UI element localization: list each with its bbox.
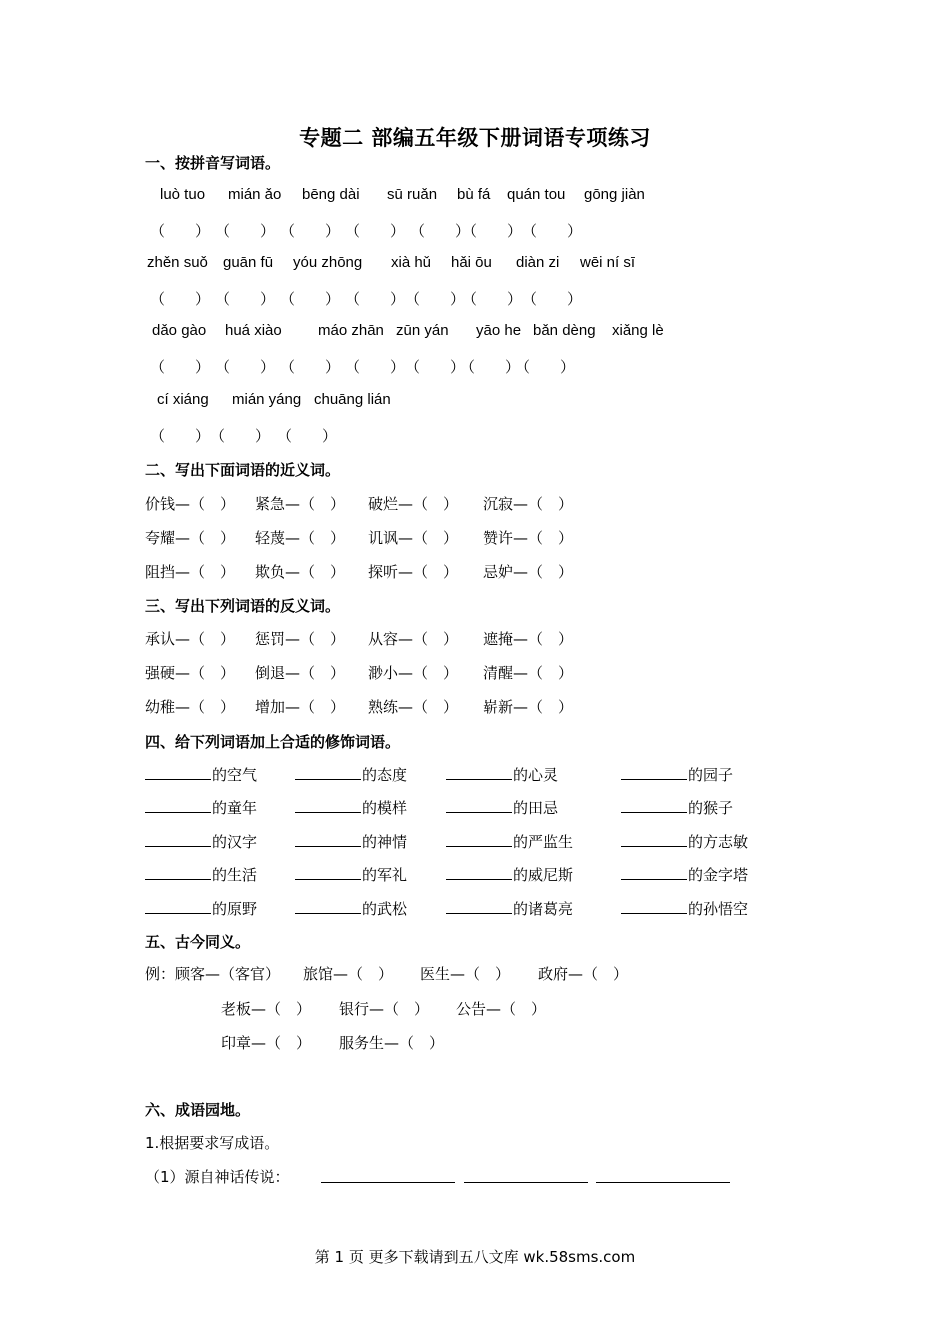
pinyin-item: wēi ní sī [580, 254, 636, 271]
answer-blank[interactable]: （ ） [150, 358, 211, 376]
modifier-item: 的方志敏 [621, 831, 748, 852]
pinyin-item: cí xiáng [157, 391, 209, 408]
answer-blank[interactable]: （ ） [280, 290, 341, 308]
idiom-answer-line[interactable] [596, 1181, 730, 1183]
fill-blank[interactable] [295, 765, 361, 780]
idiom-answer-line[interactable] [321, 1181, 455, 1183]
antonym-item[interactable]: 熟练—（ ） [368, 698, 459, 716]
ancient-modern-item[interactable]: 医生—（ ） [420, 965, 511, 983]
antonym-item[interactable]: 渺小—（ ） [368, 664, 459, 682]
antonym-item[interactable]: 幼稚—（ ） [145, 698, 236, 716]
fill-blank[interactable] [446, 798, 512, 813]
ancient-modern-item[interactable]: 服务生—（ ） [339, 1034, 445, 1052]
section-4-heading: 四、给下列词语加上合适的修饰词语。 [145, 733, 401, 751]
answer-blank[interactable]: （ ） [410, 222, 471, 240]
modifier-item: 的心灵 [446, 764, 558, 785]
modifier-item: 的武松 [295, 898, 407, 919]
antonym-item[interactable]: 清醒—（ ） [483, 664, 574, 682]
synonym-item[interactable]: 紧急—（ ） [255, 495, 346, 513]
pinyin-item: mián ǎo [228, 186, 282, 203]
fill-blank[interactable] [621, 832, 687, 847]
pinyin-item: zūn yán [396, 322, 449, 339]
modifier-item: 的生活 [145, 864, 257, 885]
answer-blank[interactable]: （ ） [522, 222, 583, 240]
answer-blank[interactable]: （ ） [150, 290, 211, 308]
question-label: （1）源自神话传说： [145, 1168, 290, 1186]
fill-blank[interactable] [446, 865, 512, 880]
fill-blank[interactable] [145, 765, 211, 780]
synonym-item[interactable]: 忌妒—（ ） [483, 563, 574, 581]
answer-blank[interactable]: （ ） [345, 358, 406, 376]
synonym-item[interactable]: 赞许—（ ） [483, 529, 574, 547]
pinyin-item: xià hǔ [391, 254, 432, 271]
answer-blank[interactable]: （ ） [522, 290, 583, 308]
fill-blank[interactable] [145, 899, 211, 914]
answer-blank[interactable]: （ ） [345, 222, 406, 240]
modifier-item: 的金字塔 [621, 864, 748, 885]
fill-blank[interactable] [145, 832, 211, 847]
antonym-item[interactable]: 强硬—（ ） [145, 664, 236, 682]
ancient-modern-item[interactable]: 政府—（ ） [538, 965, 629, 983]
antonym-item[interactable]: 从容—（ ） [368, 630, 459, 648]
answer-blank[interactable]: （ ） [405, 290, 466, 308]
ancient-modern-item[interactable]: 公告—（ ） [456, 1000, 547, 1018]
pinyin-item: diàn zi [516, 254, 560, 271]
ancient-modern-item[interactable]: 旅馆—（ ） [303, 965, 394, 983]
section-3-heading: 三、写出下列词语的反义词。 [145, 597, 341, 615]
modifier-item: 的猴子 [621, 797, 733, 818]
section-5-heading: 五、古今同义。 [145, 933, 251, 951]
answer-blank[interactable]: （ ） [345, 290, 406, 308]
fill-blank[interactable] [621, 798, 687, 813]
pinyin-item: guān fū [223, 254, 274, 271]
answer-blank[interactable]: （ ） [405, 358, 466, 376]
modifier-item: 的田忌 [446, 797, 558, 818]
pinyin-item: bēng dài [302, 186, 360, 203]
pinyin-item: sū ruǎn [387, 186, 438, 203]
pinyin-item: hǎi ōu [451, 254, 492, 271]
answer-blank[interactable]: （ ） [277, 427, 338, 445]
modifier-item: 的模样 [295, 797, 407, 818]
modifier-item: 的汉字 [145, 831, 257, 852]
pinyin-item: chuāng lián [314, 391, 391, 408]
synonym-item[interactable]: 探听—（ ） [368, 563, 459, 581]
fill-blank[interactable] [446, 765, 512, 780]
example-item: 例：顾客—（客官） [145, 965, 281, 983]
answer-blank[interactable]: （ ） [215, 358, 276, 376]
answer-blank[interactable]: （ ） [150, 222, 211, 240]
fill-blank[interactable] [446, 832, 512, 847]
section-1-heading: 一、按拼音写词语。 [145, 154, 281, 172]
idiom-answer-line[interactable] [464, 1181, 588, 1183]
pinyin-item: bù fá [457, 186, 491, 203]
antonym-item[interactable]: 承认—（ ） [145, 630, 236, 648]
fill-blank[interactable] [295, 899, 361, 914]
modifier-item: 的孙悟空 [621, 898, 748, 919]
modifier-item: 的空气 [145, 764, 257, 785]
pinyin-item: bǎn dèng [533, 322, 596, 339]
antonym-item[interactable]: 增加—（ ） [255, 698, 346, 716]
pinyin-item: yóu zhōng [293, 254, 363, 271]
pinyin-item: luò tuo [160, 186, 206, 203]
modifier-item: 的军礼 [295, 864, 407, 885]
modifier-item: 的诸葛亮 [446, 898, 573, 919]
answer-blank[interactable]: （ ） [215, 290, 276, 308]
subsection-label: 1.根据要求写成语。 [145, 1134, 280, 1152]
fill-blank[interactable] [295, 832, 361, 847]
answer-blank[interactable]: （ ） [462, 290, 523, 308]
section-2-heading: 二、写出下面词语的近义词。 [145, 461, 341, 479]
modifier-item: 的原野 [145, 898, 257, 919]
page-footer: 第 1 页 更多下载请到五八文库 wk.58sms.com [314, 1248, 636, 1266]
modifier-item: 的童年 [145, 797, 257, 818]
pinyin-item: huá xiào [225, 322, 282, 339]
antonym-item[interactable]: 倒退—（ ） [255, 664, 346, 682]
answer-blank[interactable]: （ ） [462, 222, 523, 240]
modifier-item: 的严监生 [446, 831, 573, 852]
fill-blank[interactable] [145, 865, 211, 880]
modifier-item: 的态度 [295, 764, 407, 785]
pinyin-item: dǎo gào [152, 322, 207, 339]
fill-blank[interactable] [621, 865, 687, 880]
pinyin-item: zhěn suǒ [147, 254, 208, 271]
modifier-item: 的神情 [295, 831, 407, 852]
synonym-item[interactable]: 价钱—（ ） [145, 495, 236, 513]
fill-blank[interactable] [621, 899, 687, 914]
antonym-item[interactable]: 崭新—（ ） [483, 698, 574, 716]
answer-blank[interactable]: （ ） [460, 358, 521, 376]
modifier-item: 的园子 [621, 764, 733, 785]
pinyin-item: mián yáng [232, 391, 302, 408]
fill-blank[interactable] [295, 798, 361, 813]
pinyin-item: máo zhān [318, 322, 384, 339]
fill-blank[interactable] [295, 865, 361, 880]
pinyin-item: xiǎng lè [612, 322, 664, 339]
antonym-item[interactable]: 遮掩—（ ） [483, 630, 574, 648]
answer-blank[interactable]: （ ） [280, 222, 341, 240]
pinyin-item: quán tou [507, 186, 566, 203]
ancient-modern-item[interactable]: 银行—（ ） [339, 1000, 430, 1018]
synonym-item[interactable]: 阻挡—（ ） [145, 563, 236, 581]
pinyin-item: yāo he [476, 322, 522, 339]
answer-blank[interactable]: （ ） [280, 358, 341, 376]
fill-blank[interactable] [621, 765, 687, 780]
answer-blank[interactable]: （ ） [150, 427, 211, 445]
synonym-item[interactable]: 轻蔑—（ ） [255, 529, 346, 547]
page-title: 专题二 部编五年级下册词语专项练习 [299, 126, 651, 150]
synonym-item[interactable]: 沉寂—（ ） [483, 495, 574, 513]
fill-blank[interactable] [145, 798, 211, 813]
synonym-item[interactable]: 欺负—（ ） [255, 563, 346, 581]
synonym-item[interactable]: 破烂—（ ） [368, 495, 459, 513]
answer-blank[interactable]: （ ） [515, 358, 576, 376]
pinyin-item: gōng jiàn [584, 186, 645, 203]
modifier-item: 的威尼斯 [446, 864, 573, 885]
answer-blank[interactable]: （ ） [215, 222, 276, 240]
section-6-heading: 六、成语园地。 [145, 1101, 251, 1119]
answer-blank[interactable]: （ ） [210, 427, 271, 445]
ancient-modern-item[interactable]: 老板—（ ） [221, 1000, 312, 1018]
synonym-item[interactable]: 夸耀—（ ） [145, 529, 236, 547]
antonym-item[interactable]: 惩罚—（ ） [255, 630, 346, 648]
synonym-item[interactable]: 讥讽—（ ） [368, 529, 459, 547]
ancient-modern-item[interactable]: 印章—（ ） [221, 1034, 312, 1052]
fill-blank[interactable] [446, 899, 512, 914]
